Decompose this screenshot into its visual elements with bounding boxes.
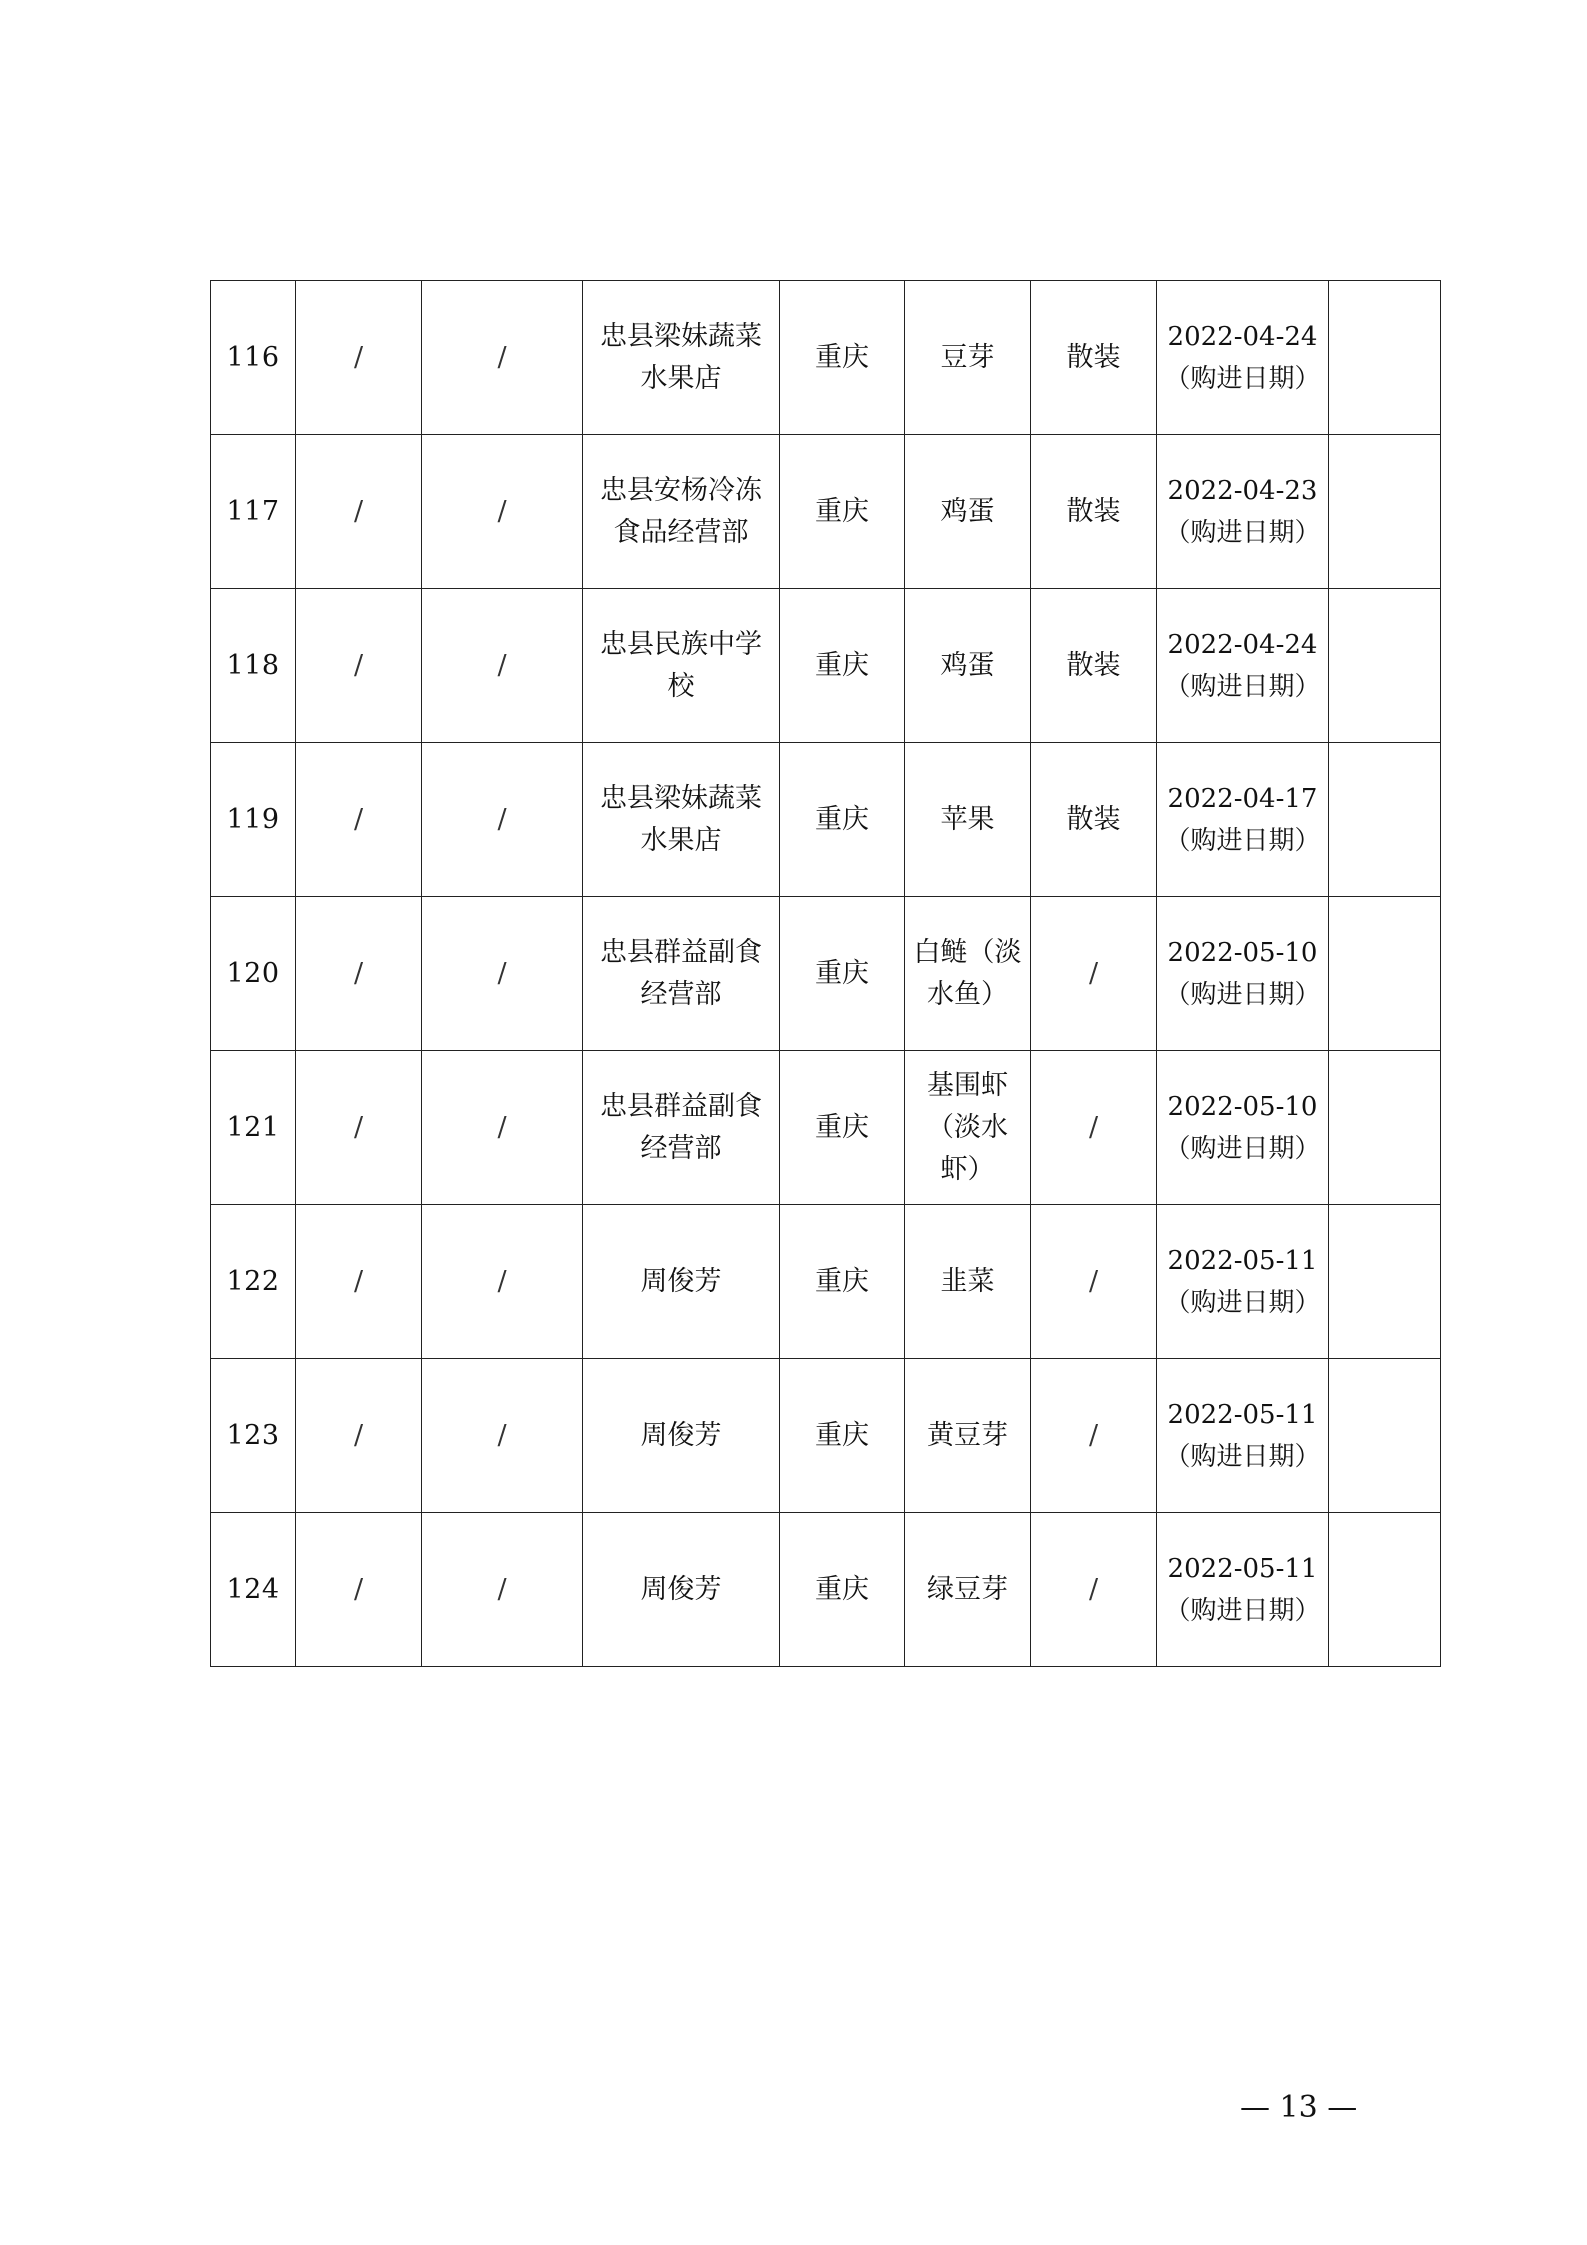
spec-cell: 散装	[1031, 435, 1157, 589]
date-value: 2022-04-17	[1167, 783, 1318, 814]
remark-cell	[1329, 589, 1441, 743]
date-cell	[1157, 435, 1329, 589]
manufacturer-cell: /	[296, 897, 422, 1051]
food-name-cell: 鸡蛋	[905, 435, 1031, 589]
date-value: 2022-05-11	[1167, 1399, 1318, 1430]
remark-cell	[1329, 1051, 1441, 1205]
sampled-unit-cell: 周俊芳	[583, 1359, 780, 1513]
date-cell	[1157, 897, 1329, 1051]
row-number: 120	[211, 897, 296, 1051]
row-number: 119	[211, 743, 296, 897]
date-note: （购进日期）	[1164, 1287, 1321, 1318]
sampled-unit-cell: 忠县群益副食经营部	[583, 897, 780, 1051]
table-row	[211, 1359, 1441, 1513]
row-number: 118	[211, 589, 296, 743]
date-note: （购进日期）	[1164, 1133, 1321, 1164]
manufacturer-address-cell: /	[422, 589, 583, 743]
remark-cell	[1329, 743, 1441, 897]
manufacturer-address-cell: /	[422, 1359, 583, 1513]
row-number: 116	[211, 281, 296, 435]
sampled-unit-cell: 忠县群益副食经营部	[583, 1051, 780, 1205]
row-number: 122	[211, 1205, 296, 1359]
manufacturer-cell: /	[296, 1359, 422, 1513]
spec-cell: 散装	[1031, 743, 1157, 897]
remark-cell	[1329, 1205, 1441, 1359]
food-name-cell: 豆芽	[905, 281, 1031, 435]
manufacturer-cell: /	[296, 1513, 422, 1667]
date-cell	[1157, 1051, 1329, 1205]
sampled-unit-cell: 忠县梁妹蔬菜水果店	[583, 281, 780, 435]
spec-cell: /	[1031, 1513, 1157, 1667]
manufacturer-address-cell: /	[422, 435, 583, 589]
manufacturer-cell: /	[296, 281, 422, 435]
page-number: — 13 —	[1240, 2090, 1358, 2125]
spec-cell: /	[1031, 1205, 1157, 1359]
province-cell: 重庆	[780, 1513, 905, 1667]
date-cell	[1157, 1513, 1329, 1667]
food-name-cell: 韭菜	[905, 1205, 1031, 1359]
date-value: 2022-05-10	[1167, 937, 1318, 968]
province-cell: 重庆	[780, 435, 905, 589]
manufacturer-address-cell: /	[422, 1051, 583, 1205]
spec-cell: 散装	[1031, 281, 1157, 435]
sampled-unit-cell: 忠县安杨冷冻食品经营部	[583, 435, 780, 589]
manufacturer-cell: /	[296, 435, 422, 589]
spec-cell: /	[1031, 897, 1157, 1051]
table-row	[211, 1051, 1441, 1205]
date-cell	[1157, 1359, 1329, 1513]
food-name-cell: 黄豆芽	[905, 1359, 1031, 1513]
date-note: （购进日期）	[1164, 363, 1321, 394]
province-cell: 重庆	[780, 1205, 905, 1359]
manufacturer-cell: /	[296, 743, 422, 897]
table-row	[211, 1513, 1441, 1667]
spec-cell: /	[1031, 1359, 1157, 1513]
row-number: 117	[211, 435, 296, 589]
manufacturer-address-cell: /	[422, 281, 583, 435]
table-row	[211, 589, 1441, 743]
table-row	[211, 281, 1441, 435]
date-cell	[1157, 589, 1329, 743]
remark-cell	[1329, 897, 1441, 1051]
date-note: （购进日期）	[1164, 979, 1321, 1010]
date-note: （购进日期）	[1164, 1441, 1321, 1472]
row-number: 121	[211, 1051, 296, 1205]
date-note: （购进日期）	[1164, 671, 1321, 702]
date-cell	[1157, 281, 1329, 435]
sampled-unit-cell: 周俊芳	[583, 1205, 780, 1359]
province-cell: 重庆	[780, 897, 905, 1051]
province-cell: 重庆	[780, 1051, 905, 1205]
province-cell: 重庆	[780, 1359, 905, 1513]
date-value: 2022-04-24	[1167, 321, 1318, 352]
date-value: 2022-05-11	[1167, 1553, 1318, 1584]
date-value: 2022-04-23	[1167, 475, 1318, 506]
sampling-table	[210, 280, 1441, 1667]
table-row	[211, 743, 1441, 897]
date-value: 2022-05-11	[1167, 1245, 1318, 1276]
manufacturer-address-cell: /	[422, 1205, 583, 1359]
province-cell: 重庆	[780, 589, 905, 743]
manufacturer-address-cell: /	[422, 743, 583, 897]
row-number: 124	[211, 1513, 296, 1667]
province-cell: 重庆	[780, 743, 905, 897]
remark-cell	[1329, 435, 1441, 589]
manufacturer-cell: /	[296, 1205, 422, 1359]
manufacturer-address-cell: /	[422, 897, 583, 1051]
remark-cell	[1329, 1513, 1441, 1667]
table-row	[211, 897, 1441, 1051]
table-row	[211, 435, 1441, 589]
province-cell: 重庆	[780, 281, 905, 435]
sampled-unit-cell: 周俊芳	[583, 1513, 780, 1667]
manufacturer-cell: /	[296, 589, 422, 743]
food-name-cell: 苹果	[905, 743, 1031, 897]
food-name-cell: 鸡蛋	[905, 589, 1031, 743]
row-number: 123	[211, 1359, 296, 1513]
food-name-cell: 绿豆芽	[905, 1513, 1031, 1667]
date-note: （购进日期）	[1164, 825, 1321, 856]
food-name-cell: 白鲢（淡水鱼）	[905, 897, 1031, 1051]
sampled-unit-cell: 忠县梁妹蔬菜水果店	[583, 743, 780, 897]
date-value: 2022-05-10	[1167, 1091, 1318, 1122]
manufacturer-cell: /	[296, 1051, 422, 1205]
remark-cell	[1329, 1359, 1441, 1513]
date-value: 2022-04-24	[1167, 629, 1318, 660]
manufacturer-address-cell: /	[422, 1513, 583, 1667]
date-note: （购进日期）	[1164, 1595, 1321, 1626]
spec-cell: /	[1031, 1051, 1157, 1205]
date-cell	[1157, 743, 1329, 897]
date-note: （购进日期）	[1164, 517, 1321, 548]
table-row	[211, 1205, 1441, 1359]
remark-cell	[1329, 281, 1441, 435]
food-name-cell: 基围虾（淡水虾）	[905, 1051, 1031, 1205]
sampled-unit-cell: 忠县民族中学校	[583, 589, 780, 743]
date-cell	[1157, 1205, 1329, 1359]
spec-cell: 散装	[1031, 589, 1157, 743]
